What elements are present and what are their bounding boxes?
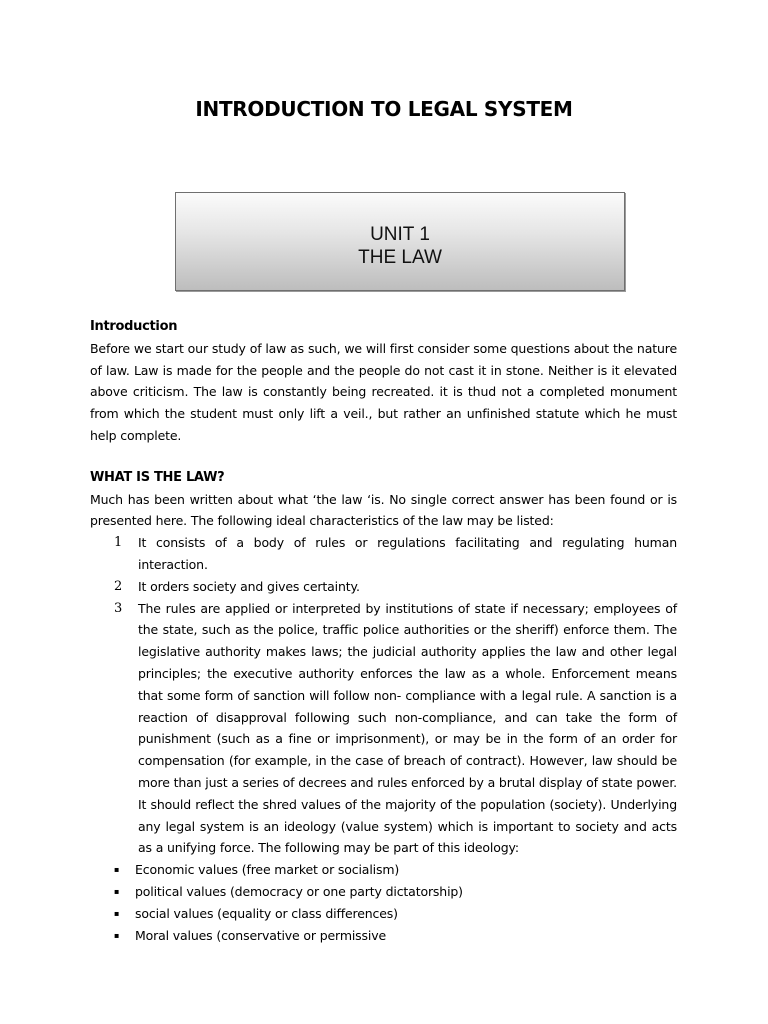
document-body — [90, 316, 677, 946]
list-item-number: 3 — [114, 600, 123, 616]
square-bullet-icon: ▪ — [114, 908, 120, 918]
bullet-item-text: political values (democracy or one party dictatorship) — [135, 883, 463, 899]
square-bullet-icon: ▪ — [114, 886, 120, 896]
bullet-item-text: Economic values (free market or socialism) — [135, 862, 400, 878]
list-item-text: The rules are applied or interpreted by institutions of state if necessary; employees of the state, such as the police, traffic police authorities or the sheriff) enforce them. The legislative authority makes laws; the judicial authority applies the law and other legal principles; the executive authority enforces the law as a whole. Enforcement means that some form of sanction will follow non- compliance with a legal rule. A sanction is a reaction of disapproval following such non-compliance, and can take the form of punishment (such as a fine or imprisonment), or may be in the form of an order for compensation (for example, in the case of breach of contract). However, law should be more than just a series of decrees and rules enforced by a brutal display of state power. It should reflect the shred values of the majority of the population (society). Underlying any legal system is an ideology (value system) which is important to society and acts as a unifying force. The following may be part of this ideology: — [138, 600, 677, 856]
unit-name: THE LAW — [358, 247, 442, 268]
bullet-item-text: social values (equality or class differences) — [135, 905, 398, 921]
unit-number: UNIT 1 — [370, 224, 430, 245]
list-item-text: It orders society and gives certainty. — [138, 578, 360, 594]
list-item-number: 1 — [114, 535, 123, 551]
list-item — [90, 532, 677, 576]
square-bullet-icon: ▪ — [114, 865, 120, 875]
bullet-item-text: Moral values (conservative or permissive — [135, 927, 387, 943]
list-item-text: It consists of a body of rules or regulations facilitating and regulating human interaction. — [138, 535, 677, 572]
list-item — [90, 598, 677, 860]
introduction-heading: Introduction — [90, 319, 178, 334]
bullet-item — [90, 881, 677, 903]
ideology-values-list — [90, 859, 677, 946]
page-title: INTRODUCTION TO LEGAL SYSTEM — [195, 97, 573, 121]
characteristics-list — [90, 532, 677, 859]
what-is-law-heading: WHAT IS THE LAW? — [90, 469, 225, 485]
list-item-number: 2 — [114, 578, 123, 594]
bullet-item — [90, 903, 677, 925]
unit-title-box — [175, 192, 625, 291]
section-spacer — [90, 447, 677, 467]
list-item — [90, 576, 677, 598]
bullet-item — [90, 859, 677, 881]
introduction-paragraph: Before we start our study of law as such, we will first consider some questions about the nature of law. Law is made for the people and the people do not cast it in stone. Neither is it elevated above criticism. The law is constantly being recreated. it is thud not a completed monument from which the student must only lift a veil., but rather an unfinished statute which he must help complete. — [90, 340, 677, 443]
what-is-law-intro: Much has been written about what ‘the law ‘is. No single correct answer has been found or is presented here. The following ideal characteristics of the law may be listed: — [90, 491, 677, 529]
bullet-item — [90, 925, 677, 947]
square-bullet-icon: ▪ — [114, 930, 120, 940]
